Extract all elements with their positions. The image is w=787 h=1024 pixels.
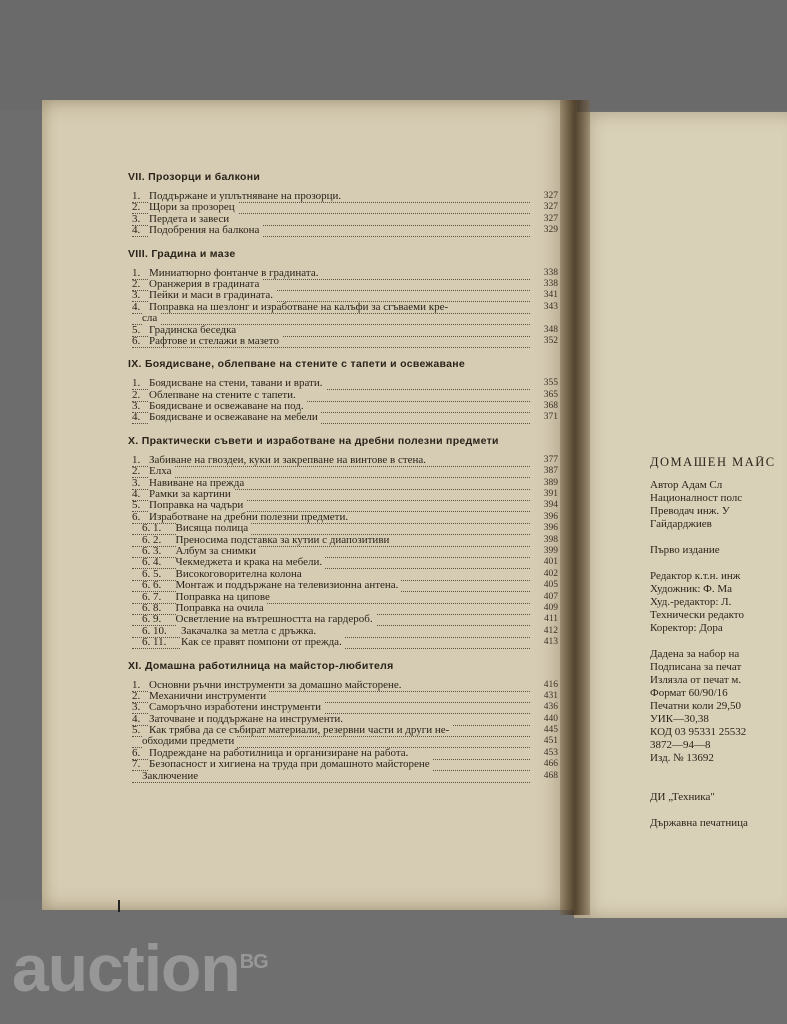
entry-number: 6.	[132, 510, 141, 523]
entry-number: 5.	[132, 323, 141, 336]
entry-title: Осветление на вътрешността на гардероб.	[176, 614, 376, 625]
entry-page: 431	[543, 690, 558, 701]
imprint-line	[650, 765, 787, 778]
imprint-line: Изд. № 13692	[650, 752, 714, 764]
entry-number: 3.	[132, 701, 141, 714]
entry-number: 6. 8.	[142, 601, 162, 614]
entry-page: 409	[543, 602, 558, 613]
entry-title: Пердета и завеси	[149, 214, 232, 225]
entry-page: 387	[543, 466, 558, 477]
entry-number: 2.	[132, 689, 141, 702]
entry-page: 413	[543, 637, 558, 648]
imprint-line: Редактор к.т.н. инж	[650, 570, 741, 582]
imprint-line	[650, 635, 787, 648]
entry-page: 399	[543, 545, 558, 556]
imprint-line: Държавна печатница	[650, 817, 748, 829]
entry-title: Как се правят помпони от прежда.	[181, 637, 345, 648]
entry-title: Заключение	[142, 771, 201, 782]
entry-title: Механични инструменти	[149, 691, 269, 702]
imprint-line: Автор Адам Сл	[650, 479, 723, 491]
entry-number: 6.	[132, 746, 141, 759]
entry-title: Щори за прозорец	[149, 202, 238, 213]
toc-entry	[118, 759, 558, 770]
entry-title: Основни ръчни инструменти за домашно майсторене.	[149, 680, 405, 691]
entry-title: сла	[142, 313, 160, 324]
entry-number: 3.	[132, 400, 141, 413]
entry-number: 6. 10.	[142, 624, 167, 637]
toc-entry	[118, 614, 558, 625]
imprint-line: Печатни коли 29,50	[650, 700, 742, 712]
imprint-line	[650, 557, 787, 570]
entry-title: Рамки за картини	[149, 489, 234, 500]
imprint-line: Преводач инж. У	[650, 505, 730, 517]
entry-title: Поправка на шезлонг и изработване на калъфи за сгъваеми кре-	[149, 302, 451, 313]
section-title: VIII. Градина и мазе	[128, 247, 236, 260]
imprint-line: Худ.-редактор: Л.	[650, 596, 732, 608]
entry-number: 6. 6.	[142, 579, 162, 592]
imprint-line: Излязла от печат м.	[650, 674, 742, 686]
entry-page: 451	[543, 736, 558, 747]
entry-page: 389	[543, 477, 558, 488]
entry-number: 3.	[132, 476, 141, 489]
entry-title: Закачалка за метла с дръжка.	[181, 626, 319, 637]
entry-page: 329	[543, 225, 558, 236]
imprint-line: ДИ „Техника"	[650, 791, 715, 803]
entry-number: 6.	[132, 334, 141, 347]
watermark-text: auction	[12, 931, 240, 1005]
imprint-title: ДОМАШЕН МАЙС	[650, 456, 776, 469]
section-title: XI. Домашна работилница на майстор-любителя	[128, 659, 394, 672]
entry-title: Поправка на очила	[176, 603, 267, 614]
book-gutter	[560, 100, 590, 915]
entry-title: обходими предмети	[142, 736, 237, 747]
table-of-contents	[118, 160, 558, 782]
entry-page: 377	[543, 454, 558, 465]
entry-page: 365	[543, 389, 558, 400]
entry-page: 391	[543, 489, 558, 500]
entry-number: 6. 3.	[142, 544, 162, 557]
toc-entry	[118, 637, 558, 648]
toc-entry	[118, 412, 558, 423]
entry-title: Висяща полица	[176, 523, 252, 534]
entry-title: Поддържане и уплътняване на прозорци.	[149, 191, 344, 202]
entry-title: Подобрения на балкона	[149, 225, 262, 236]
entry-number: 6. 2.	[142, 533, 162, 546]
page-mark	[118, 900, 120, 912]
entry-number: 6. 11.	[142, 636, 167, 649]
entry-title: Боядисване и освежаване на под.	[149, 401, 307, 412]
imprint-line: УИК—30,38	[650, 713, 709, 725]
entry-page: 466	[543, 759, 558, 770]
entry-page: 453	[543, 747, 558, 758]
entry-title: Поправка на ципове	[176, 592, 273, 603]
entry-number: 6. 5.	[142, 567, 162, 580]
entry-page: 327	[543, 191, 558, 201]
entry-title: Забиване на гвоздеи, куки и закрепване на винтове в стена.	[149, 455, 429, 466]
entry-title: Градинска беседка	[149, 325, 239, 336]
entry-page: 327	[543, 202, 558, 213]
entry-page: 396	[543, 511, 558, 522]
imprint-line: Коректор: Дора	[650, 622, 723, 634]
entry-title: Чекмеджета и крака на мебели.	[176, 557, 326, 568]
entry-number: 2.	[132, 388, 141, 401]
entry-page: 396	[543, 523, 558, 534]
section-title: VII. Прозорци и балкони	[128, 171, 261, 183]
imprint-line: Технически редакто	[650, 609, 744, 621]
imprint-line: Художник: Ф. Ма	[650, 583, 732, 595]
entry-page: 338	[543, 267, 558, 278]
toc-entry	[118, 378, 558, 389]
toc-entry	[118, 771, 558, 782]
entry-page: 401	[543, 557, 558, 568]
entry-number: 5.	[132, 724, 141, 737]
entry-number: 4.	[132, 411, 141, 424]
entry-title: Пейки и маси в градината.	[149, 290, 276, 301]
entry-number: 7.	[132, 758, 141, 771]
imprint-line	[650, 804, 787, 817]
entry-title: Елха	[149, 466, 174, 477]
imprint-page	[650, 456, 787, 830]
entry-page: 405	[543, 580, 558, 591]
entry-title: Подреждане на работилница и организиране на работа.	[149, 748, 411, 759]
entry-title: Боядисване и освежаване на мебели	[149, 412, 321, 423]
entry-title: Поправка на чадъри	[149, 500, 246, 511]
section-title: IX. Боядисване, облепване на стените с тапети и освежаване	[128, 358, 466, 371]
entry-page: 343	[543, 301, 558, 312]
entry-title: Навиване на прежда	[149, 478, 247, 489]
entry-number: 3.	[132, 212, 141, 225]
entry-page: 348	[543, 324, 558, 335]
entry-number: 1.	[132, 453, 141, 466]
entry-number: 4.	[132, 712, 141, 725]
entry-number: 2.	[132, 465, 141, 478]
entry-title: Как трябва да се събират материали, резервни части и други не-	[149, 725, 452, 736]
entry-page: 440	[543, 713, 558, 724]
entry-page: 407	[543, 591, 558, 602]
toc-entry	[118, 313, 558, 324]
entry-number: 2.	[132, 277, 141, 290]
entry-page: 355	[543, 378, 558, 389]
entry-number: 5.	[132, 499, 141, 512]
entry-number: 3.	[132, 289, 141, 302]
imprint-line	[650, 531, 787, 544]
toc-entry	[118, 466, 558, 477]
entry-page: 411	[544, 614, 558, 625]
entry-number: 4.	[132, 488, 141, 501]
entry-number: 1.	[132, 190, 141, 202]
imprint-line: КОД 03 95331 25532	[650, 726, 747, 738]
entry-title: Заточване и поддържане на инструменти.	[149, 714, 346, 725]
entry-title: Оранжерия в градината	[149, 279, 262, 290]
toc-entry	[118, 225, 558, 236]
entry-number: 6. 9.	[142, 613, 162, 626]
entry-title: Изработване на дребни полезни предмети.	[149, 512, 351, 523]
entry-page: 436	[543, 702, 558, 713]
entry-title: Преносима подставка за кутии с диапозитиви	[176, 535, 393, 546]
toc-entry	[118, 702, 558, 713]
entry-page: 338	[543, 278, 558, 289]
entry-number: 4.	[132, 300, 141, 313]
toc-entry	[118, 336, 558, 347]
entry-number: 2.	[132, 201, 141, 214]
entry-title: Албум за снимки	[176, 546, 260, 557]
entry-number: 4.	[132, 224, 141, 237]
entry-title: Монтаж и поддържане на телевизионна антена.	[176, 580, 402, 591]
entry-number: 6. 4.	[142, 556, 162, 569]
entry-page: 368	[543, 401, 558, 412]
toc-entry	[118, 523, 558, 534]
imprint-line: Гайдарджиев	[650, 518, 712, 530]
entry-page: 416	[543, 679, 558, 690]
watermark-suffix: BG	[239, 951, 268, 973]
entry-page: 445	[543, 725, 558, 736]
entry-page: 412	[543, 625, 558, 636]
imprint-line: Дадена за набор на	[650, 648, 740, 660]
section-title: X. Практически съвети и изработване на дребни полезни предмети	[128, 434, 499, 447]
toc-entry	[118, 302, 558, 313]
entry-number: 1.	[132, 266, 141, 279]
toc-entry	[118, 580, 558, 591]
entry-title: Безопасност и хигиена на труда при домашното майсторене	[149, 759, 433, 770]
entry-title: Високоговорителна колона	[176, 569, 305, 580]
entry-title: Саморъчно изработени инструменти	[149, 702, 324, 713]
entry-title: Миниатюрно фонтанче в градината.	[149, 268, 321, 279]
entry-number: 6. 1.	[142, 522, 162, 535]
entry-number: 6. 7.	[142, 590, 162, 603]
toc-entry	[118, 455, 558, 466]
entry-page: 352	[543, 335, 558, 346]
entry-title: Боядисване на стени, тавани и врати.	[149, 378, 326, 389]
imprint-line: Националност полс	[650, 492, 743, 504]
imprint-line: Подписана за печат	[650, 661, 742, 673]
imprint-line: Формат 60/90/16	[650, 687, 728, 699]
entry-page: 468	[543, 770, 558, 781]
background-top	[0, 0, 787, 110]
entry-page: 341	[543, 290, 558, 301]
entry-page: 394	[543, 500, 558, 511]
entry-number: 1.	[132, 377, 141, 390]
entry-title: Облепване на стените с тапети.	[149, 390, 299, 401]
imprint-line: Първо издание	[650, 544, 720, 556]
imprint-line: 3872—94—8	[650, 739, 711, 751]
entry-number: 1.	[132, 678, 141, 691]
entry-page: 327	[543, 213, 558, 224]
entry-page: 398	[543, 534, 558, 545]
imprint-line	[650, 778, 787, 791]
entry-page: 371	[543, 412, 558, 423]
auction-watermark	[12, 930, 268, 1006]
entry-title: Рафтове и стелажи в мазето	[149, 336, 282, 347]
entry-page: 402	[543, 568, 558, 579]
